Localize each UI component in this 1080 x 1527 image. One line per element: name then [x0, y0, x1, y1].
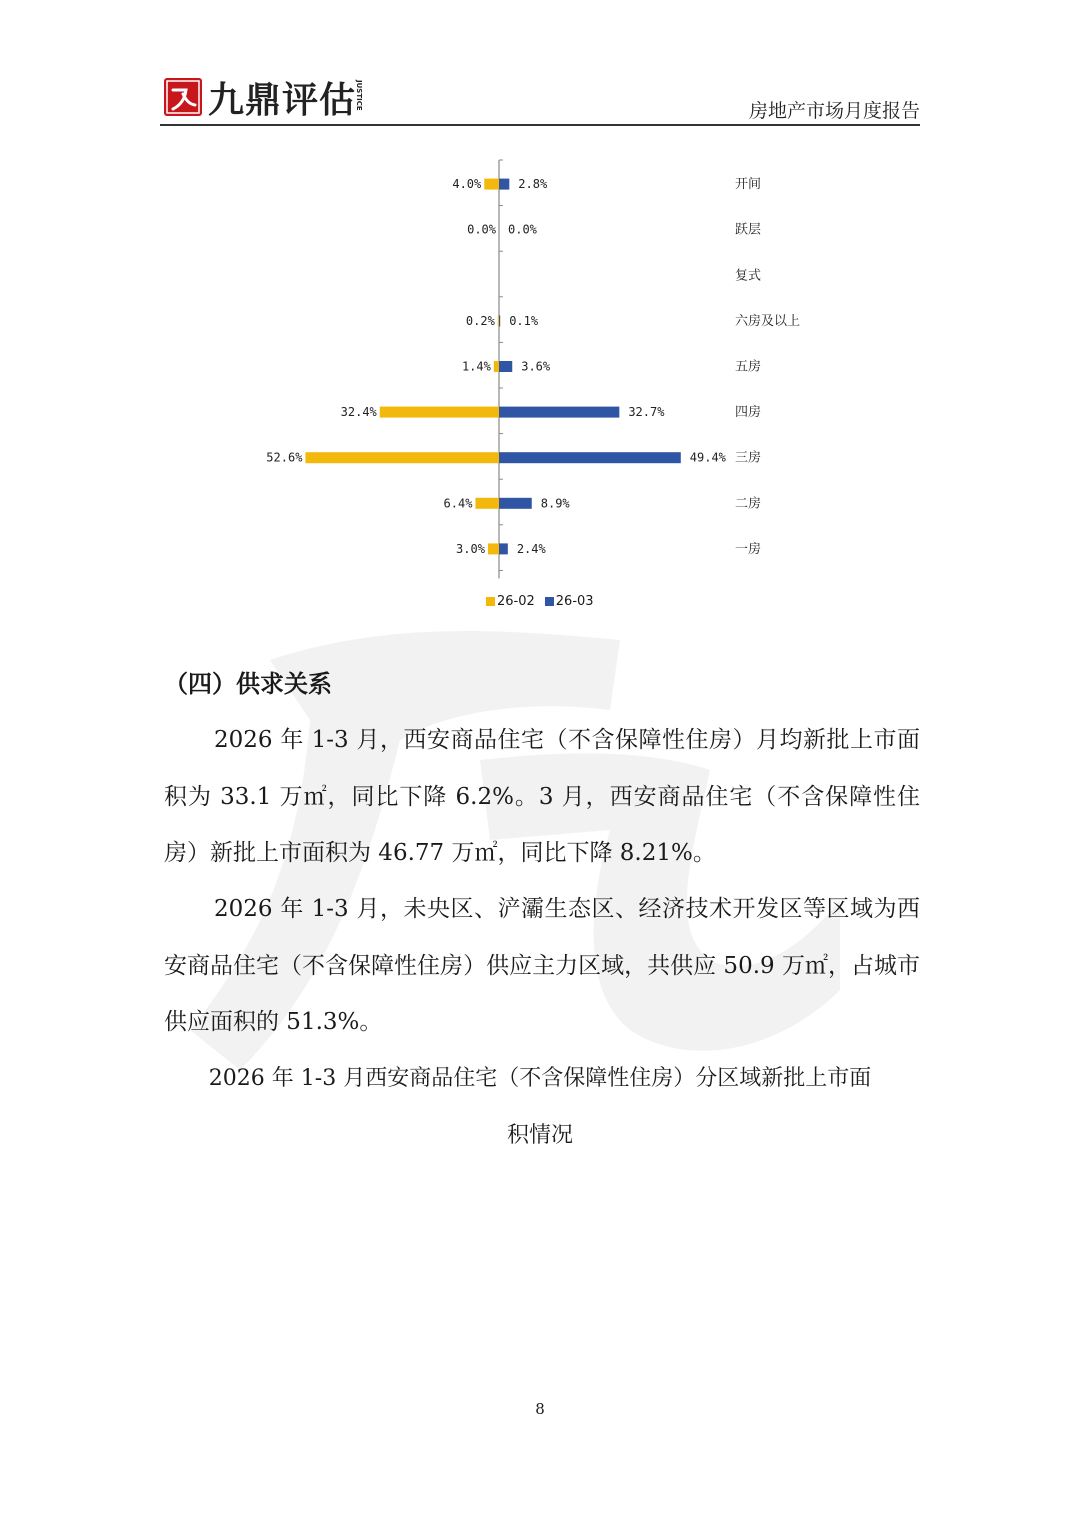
brand-name: 九鼎评估	[208, 80, 357, 121]
category-label-8: 一房	[735, 541, 762, 557]
bar-26-03-5	[499, 407, 619, 418]
bar-26-02-6	[305, 452, 499, 463]
data-label-26-03-4: 3.6%	[521, 359, 551, 374]
legend-swatch-26-03	[545, 597, 554, 606]
caption-line-2: 积情况	[506, 1123, 573, 1148]
legend-item-26-03	[545, 594, 594, 609]
paragraph-2	[164, 881, 920, 1051]
category-label-0: 开间	[735, 177, 762, 193]
bar-26-02-7	[475, 498, 499, 509]
page-number: 8	[535, 1400, 545, 1418]
category-label-5: 四房	[735, 405, 762, 421]
category-label-1: 跃层	[735, 222, 762, 238]
paragraph-1-text: 2026 年 1-3 月，西安商品住宅（不含保障性住房）月均新批上市面积为 33.1 万㎡，同比下降 6.2%。3 月，西安商品住宅（不含保障性住房）新批上市面积为 46.77 万㎡，同比下降 8.21%。	[164, 727, 920, 866]
unit-type-chart	[230, 150, 850, 590]
data-label-26-02-8: 3.0%	[456, 541, 485, 556]
data-label-26-02-0: 4.0%	[452, 177, 482, 192]
data-label-26-03-6: 49.4%	[689, 450, 726, 465]
category-label-2: 复式	[735, 268, 762, 284]
data-label-26-02-5: 32.4%	[340, 405, 377, 420]
brand-name-en: JUSTICE	[355, 80, 363, 111]
data-label-26-02-3: 0.2%	[465, 313, 495, 328]
bar-26-03-3	[499, 315, 500, 326]
paragraph-1	[164, 712, 920, 882]
bar-26-02-5	[380, 407, 499, 418]
brand-logo-icon	[164, 78, 202, 116]
data-label-26-03-5: 32.7%	[628, 405, 665, 420]
legend-label-26-02: 26-02	[497, 594, 535, 609]
legend-item-26-02	[486, 594, 535, 609]
data-label-26-02-6: 52.6%	[266, 450, 303, 465]
data-label-26-02-7: 6.4%	[443, 496, 473, 511]
data-label-26-02-1: 0.0%	[467, 222, 496, 237]
section-heading: （四）供求关系	[164, 670, 332, 698]
bar-26-03-7	[499, 498, 532, 509]
data-label-26-03-8: 2.4%	[516, 541, 546, 556]
data-label-26-02-4: 1.4%	[461, 359, 491, 374]
bar-26-03-8	[499, 543, 508, 554]
table-caption	[160, 1050, 920, 1164]
bar-26-02-3	[498, 315, 499, 326]
caption-line-1: 2026 年 1-3 月西安商品住宅（不含保障性住房）分区域新批上市面	[208, 1066, 872, 1091]
data-label-26-03-7: 8.9%	[540, 496, 570, 511]
bar-26-02-4	[494, 361, 499, 372]
bar-26-03-4	[499, 361, 512, 372]
category-label-3: 六房及以上	[735, 313, 801, 329]
bar-26-02-0	[484, 179, 499, 190]
page-header	[160, 70, 920, 126]
bar-26-03-0	[499, 179, 509, 190]
data-label-26-03-3: 0.1%	[509, 313, 539, 328]
legend-swatch-26-02	[486, 597, 495, 606]
bar-26-03-6	[499, 452, 681, 463]
category-label-4: 五房	[735, 359, 762, 375]
paragraph-2-text: 2026 年 1-3 月，未央区、浐灞生态区、经济技术开发区等区域为西安商品住宅（不含保障性住房）供应主力区域，共供应 50.9 万㎡，占城市供应面积的 51.3%。	[164, 896, 920, 1035]
report-title: 房地产市场月度报告	[748, 100, 920, 122]
chart-legend	[486, 594, 594, 609]
bar-26-02-8	[488, 543, 499, 554]
data-label-26-03-1: 0.0%	[508, 222, 537, 237]
legend-label-26-03: 26-03	[555, 594, 594, 609]
category-label-7: 二房	[735, 496, 762, 512]
header-divider	[160, 124, 920, 126]
data-label-26-03-0: 2.8%	[518, 177, 548, 192]
category-label-6: 三房	[735, 450, 762, 466]
